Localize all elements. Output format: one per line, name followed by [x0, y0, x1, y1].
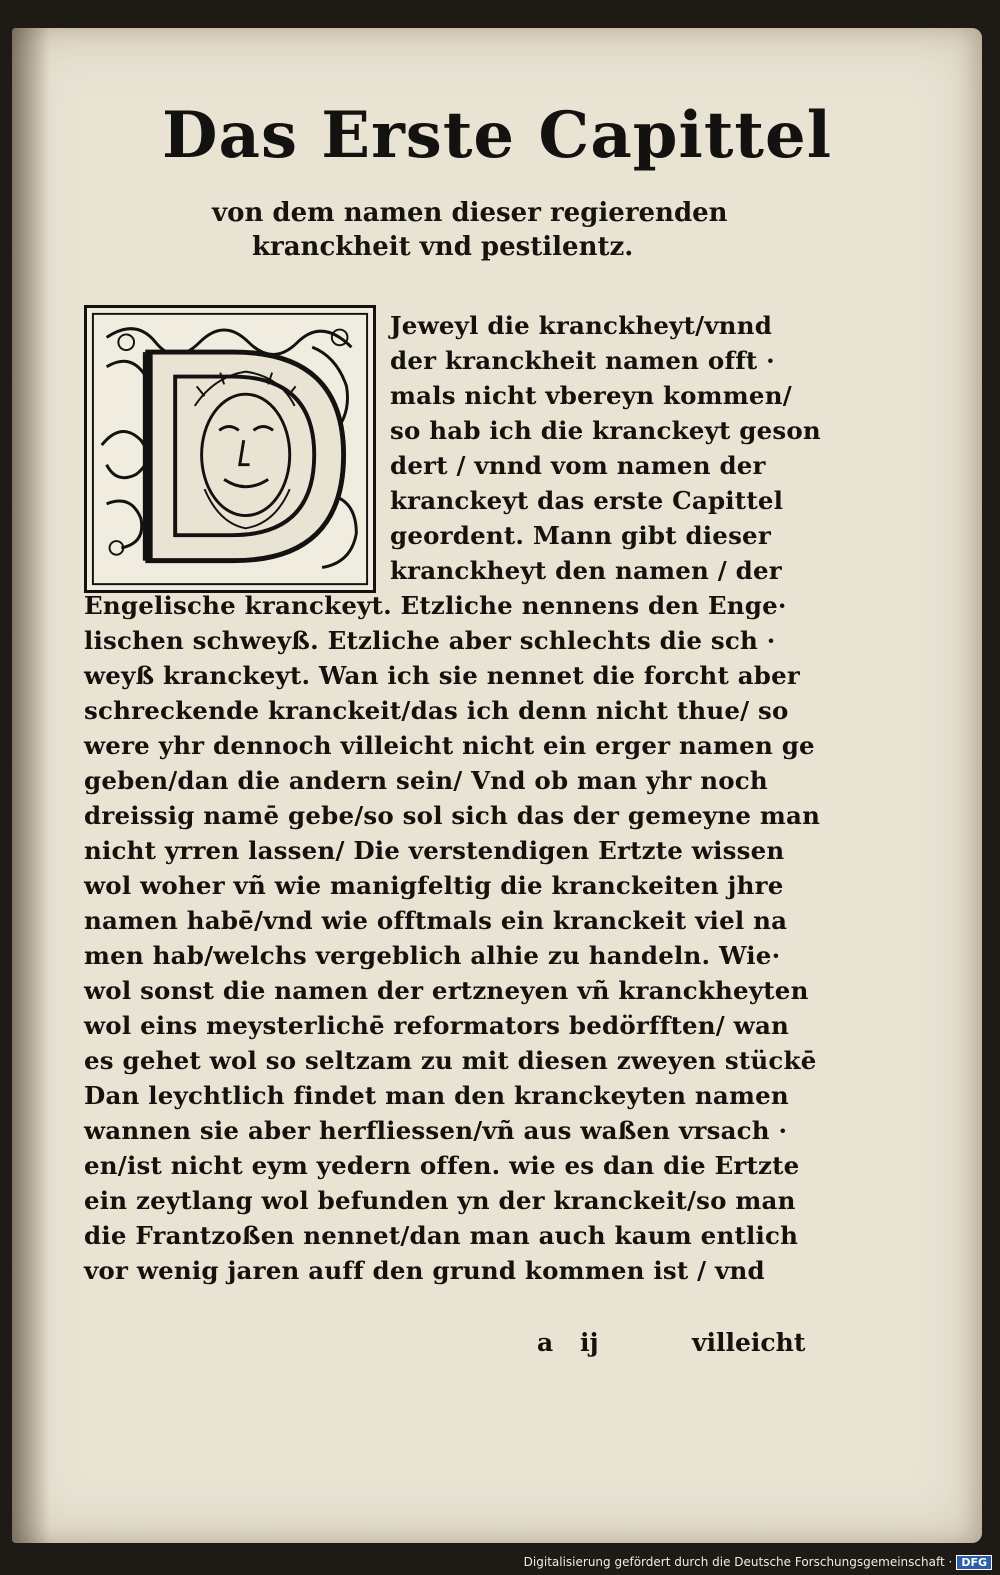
text-line: wol eins meysterlichē reformators bedörfften/ wan [84, 1011, 790, 1040]
text-line: nicht yrren lassen/ Die verstendigen Ertzte wissen [84, 836, 785, 865]
text-line: wannen sie aber herfliessen/vñ aus waßen vrsach · [84, 1116, 788, 1145]
decorated-initial-d-icon [87, 308, 373, 590]
text-line: die Frantzoßen nennet/dan man auch kaum entlich [84, 1221, 799, 1250]
text-line: were yhr dennoch villeicht nicht ein erger namen ge [84, 731, 815, 760]
page-gutter-shadow [12, 28, 50, 1543]
text-line: namen habē/vnd wie offtmals ein kranckeit viel na [84, 906, 788, 935]
text-line: Jeweyl die kranckheyt/vnnd [390, 311, 773, 340]
digitization-credit [524, 1552, 992, 1572]
chapter-subtitle-line-1: von dem namen dieser regierenden [212, 198, 728, 228]
text-line: der kranckheit namen offt · [390, 346, 775, 375]
text-line: vor wenig jaren auff den grund kommen ist / vnd [84, 1256, 765, 1285]
decorated-initial-woodcut [84, 305, 376, 593]
catchword: villeicht [692, 1328, 806, 1357]
text-line: geordent. Mann gibt dieser [390, 521, 771, 550]
text-line: wol sonst die namen der ertzneyen vñ kranckheyten [84, 976, 809, 1005]
signature-number: ij [580, 1328, 599, 1357]
text-line: lischen schweyß. Etzliche aber schlechts die sch · [84, 626, 776, 655]
text-line: weyß kranckeyt. Wan ich sie nennet die forcht aber [84, 661, 800, 690]
text-line: schreckende kranckeit/das ich denn nicht thue/ so [84, 696, 789, 725]
text-line: Dan leychtlich findet man den kranckeyten namen [84, 1081, 789, 1110]
text-line: ein zeytlang wol befunden yn der kranckeit/so man [84, 1186, 796, 1215]
text-line: geben/dan die andern sein/ Vnd ob man yhr noch [84, 766, 768, 795]
chapter-subtitle-line-2: kranckheit vnd pestilentz. [252, 232, 634, 262]
text-line: dreissig namē gebe/so sol sich das der gemeyne man [84, 801, 821, 830]
text-line: kranckeyt das erste Capittel [390, 486, 784, 515]
text-line: wol woher vñ wie manigfeltig die kranckeiten jhre [84, 871, 784, 900]
dfg-logo-icon: DFG [956, 1555, 992, 1570]
text-line: dert / vnnd vom namen der [390, 451, 766, 480]
signature-mark: a [537, 1328, 554, 1357]
text-line: so hab ich die kranckeyt geson [390, 416, 821, 445]
text-line: Engelische kranckeyt. Etzliche nennens den Enge· [84, 591, 787, 620]
credit-text: Digitalisierung gefördert durch die Deutsche Forschungsgemeinschaft · [523, 1555, 953, 1569]
text-line: es gehet wol so seltzam zu mit diesen zweyen stückē [84, 1046, 817, 1075]
chapter-title: Das Erste Capittel [162, 98, 832, 173]
text-line: men hab/welchs vergeblich alhie zu handeln. Wie· [84, 941, 781, 970]
text-line: mals nicht vbereyn kommen/ [390, 381, 792, 410]
text-line: en/ist nicht eym yedern offen. wie es dan die Ertzte [84, 1151, 800, 1180]
text-line: kranckheyt den namen / der [390, 556, 782, 585]
book-page [12, 28, 982, 1543]
